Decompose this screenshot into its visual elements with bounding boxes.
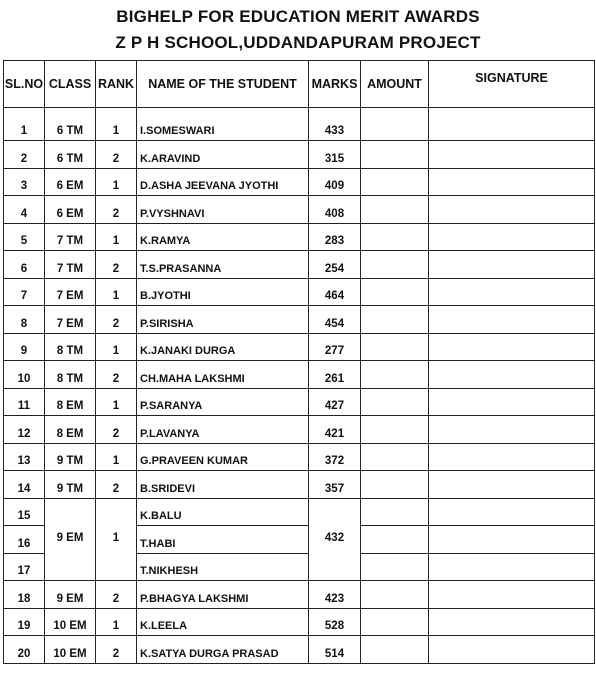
row-class: 7 EM <box>45 306 96 334</box>
row-student-name: P.SIRISHA <box>137 306 309 334</box>
row-rank: 1 <box>96 443 137 471</box>
row-student-name: K.ARAVIND <box>137 141 309 169</box>
row-amount-cell <box>361 471 429 499</box>
table-row <box>4 636 595 664</box>
col-header-slno: SL.NO <box>4 61 45 108</box>
row-slno: 8 <box>4 306 45 334</box>
row-class: 6 EM <box>45 196 96 224</box>
row-signature-cell <box>429 553 595 581</box>
table-row <box>4 306 595 334</box>
row-class: 8 EM <box>45 416 96 444</box>
row-marks: 261 <box>309 361 361 389</box>
row-signature-cell <box>429 416 595 444</box>
header-row <box>4 61 595 108</box>
row-signature-cell <box>429 196 595 224</box>
row-signature-cell <box>429 333 595 361</box>
row-rank: 1 <box>96 278 137 306</box>
table-row <box>4 581 595 609</box>
table-row <box>4 416 595 444</box>
table-row <box>4 608 595 636</box>
row-amount-cell <box>361 306 429 334</box>
row-slno: 7 <box>4 278 45 306</box>
row-amount-cell <box>361 223 429 251</box>
row-marks: 409 <box>309 168 361 196</box>
col-header-amount: AMOUNT <box>361 61 429 108</box>
row-slno: 17 <box>4 553 45 581</box>
row-rank: 1 <box>96 498 137 581</box>
row-rank: 1 <box>96 223 137 251</box>
table-row <box>4 108 595 141</box>
row-rank: 2 <box>96 251 137 279</box>
table-row <box>4 168 595 196</box>
row-rank: 1 <box>96 168 137 196</box>
col-header-class: CLASS <box>45 61 96 108</box>
col-header-name: NAME OF THE STUDENT <box>137 61 309 108</box>
row-signature-cell <box>429 581 595 609</box>
row-slno: 14 <box>4 471 45 499</box>
sheet-title: BIGHELP FOR EDUCATION MERIT AWARDS <box>116 7 480 26</box>
row-amount-cell <box>361 526 429 554</box>
awards-table <box>3 60 595 664</box>
row-student-name: K.BALU <box>137 498 309 526</box>
row-amount-cell <box>361 141 429 169</box>
row-marks: 421 <box>309 416 361 444</box>
row-marks: 283 <box>309 223 361 251</box>
row-rank: 2 <box>96 581 137 609</box>
table-row <box>4 498 595 526</box>
row-slno: 20 <box>4 636 45 664</box>
row-student-name: T.NIKHESH <box>137 553 309 581</box>
row-amount-cell <box>361 498 429 526</box>
table-row <box>4 278 595 306</box>
row-slno: 6 <box>4 251 45 279</box>
row-marks: 357 <box>309 471 361 499</box>
col-header-marks: MARKS <box>309 61 361 108</box>
row-amount-cell <box>361 333 429 361</box>
row-class: 7 TM <box>45 223 96 251</box>
row-slno: 16 <box>4 526 45 554</box>
row-class: 9 EM <box>45 581 96 609</box>
row-student-name: P.BHAGYA LAKSHMI <box>137 581 309 609</box>
row-slno: 9 <box>4 333 45 361</box>
row-rank: 1 <box>96 108 137 141</box>
row-signature-cell <box>429 608 595 636</box>
row-rank: 1 <box>96 608 137 636</box>
row-signature-cell <box>429 306 595 334</box>
row-marks: 514 <box>309 636 361 664</box>
row-class: 7 EM <box>45 278 96 306</box>
row-amount-cell <box>361 581 429 609</box>
row-marks: 277 <box>309 333 361 361</box>
row-slno: 1 <box>4 108 45 141</box>
row-signature-cell <box>429 471 595 499</box>
row-signature-cell <box>429 141 595 169</box>
table-row <box>4 388 595 416</box>
row-class: 10 EM <box>45 636 96 664</box>
row-slno: 19 <box>4 608 45 636</box>
row-student-name: B.JYOTHI <box>137 278 309 306</box>
row-amount-cell <box>361 168 429 196</box>
table-row <box>4 361 595 389</box>
row-amount-cell <box>361 608 429 636</box>
row-rank: 2 <box>96 141 137 169</box>
row-rank: 2 <box>96 471 137 499</box>
row-marks: 528 <box>309 608 361 636</box>
row-amount-cell <box>361 636 429 664</box>
table-body <box>4 108 595 664</box>
row-marks: 408 <box>309 196 361 224</box>
table-row <box>4 471 595 499</box>
row-marks: 427 <box>309 388 361 416</box>
row-rank: 2 <box>96 196 137 224</box>
row-signature-cell <box>429 636 595 664</box>
row-class: 9 EM <box>45 498 96 581</box>
row-class: 6 TM <box>45 108 96 141</box>
row-student-name: T.HABI <box>137 526 309 554</box>
row-slno: 2 <box>4 141 45 169</box>
row-class: 10 EM <box>45 608 96 636</box>
col-header-signature: SIGNATURE <box>429 61 595 108</box>
row-class: 9 TM <box>45 443 96 471</box>
row-student-name: K.LEELA <box>137 608 309 636</box>
row-signature-cell <box>429 108 595 141</box>
row-student-name: CH.MAHA LAKSHMI <box>137 361 309 389</box>
row-signature-cell <box>429 168 595 196</box>
row-student-name: P.SARANYA <box>137 388 309 416</box>
row-slno: 11 <box>4 388 45 416</box>
row-marks: 315 <box>309 141 361 169</box>
table-row <box>4 141 595 169</box>
row-student-name: P.VYSHNAVI <box>137 196 309 224</box>
row-rank: 1 <box>96 388 137 416</box>
row-rank: 2 <box>96 361 137 389</box>
row-student-name: B.SRIDEVI <box>137 471 309 499</box>
row-slno: 5 <box>4 223 45 251</box>
row-class: 9 TM <box>45 471 96 499</box>
table-row <box>4 443 595 471</box>
row-class: 6 TM <box>45 141 96 169</box>
row-signature-cell <box>429 223 595 251</box>
row-signature-cell <box>429 361 595 389</box>
row-marks: 432 <box>309 498 361 581</box>
row-amount-cell <box>361 553 429 581</box>
sheet-subtitle: Z P H SCHOOL,UDDANDAPURAM PROJECT <box>115 33 481 52</box>
row-marks: 454 <box>309 306 361 334</box>
row-slno: 4 <box>4 196 45 224</box>
row-rank: 2 <box>96 416 137 444</box>
row-amount-cell <box>361 278 429 306</box>
row-student-name: P.LAVANYA <box>137 416 309 444</box>
row-signature-cell <box>429 443 595 471</box>
row-amount-cell <box>361 416 429 444</box>
row-amount-cell <box>361 108 429 141</box>
row-signature-cell <box>429 278 595 306</box>
row-slno: 3 <box>4 168 45 196</box>
row-marks: 254 <box>309 251 361 279</box>
row-rank: 2 <box>96 636 137 664</box>
row-amount-cell <box>361 388 429 416</box>
row-signature-cell <box>429 526 595 554</box>
row-slno: 13 <box>4 443 45 471</box>
row-signature-cell <box>429 498 595 526</box>
table-row <box>4 223 595 251</box>
row-class: 8 TM <box>45 361 96 389</box>
row-amount-cell <box>361 443 429 471</box>
table-row <box>4 333 595 361</box>
row-student-name: G.PRAVEEN KUMAR <box>137 443 309 471</box>
row-signature-cell <box>429 388 595 416</box>
table-row <box>4 196 595 224</box>
row-slno: 10 <box>4 361 45 389</box>
row-class: 7 TM <box>45 251 96 279</box>
row-rank: 1 <box>96 333 137 361</box>
row-signature-cell <box>429 251 595 279</box>
row-marks: 372 <box>309 443 361 471</box>
row-student-name: T.S.PRASANNA <box>137 251 309 279</box>
row-student-name: D.ASHA JEEVANA JYOTHI <box>137 168 309 196</box>
row-marks: 433 <box>309 108 361 141</box>
row-slno: 18 <box>4 581 45 609</box>
row-rank: 2 <box>96 306 137 334</box>
row-class: 8 TM <box>45 333 96 361</box>
row-class: 8 EM <box>45 388 96 416</box>
row-amount-cell <box>361 196 429 224</box>
row-student-name: K.JANAKI DURGA <box>137 333 309 361</box>
row-slno: 15 <box>4 498 45 526</box>
row-marks: 464 <box>309 278 361 306</box>
row-amount-cell <box>361 361 429 389</box>
row-amount-cell <box>361 251 429 279</box>
row-slno: 12 <box>4 416 45 444</box>
row-student-name: K.SATYA DURGA PRASAD <box>137 636 309 664</box>
table-row <box>4 251 595 279</box>
row-student-name: K.RAMYA <box>137 223 309 251</box>
row-class: 6 EM <box>45 168 96 196</box>
row-student-name: I.SOMESWARI <box>137 108 309 141</box>
col-header-rank: RANK <box>96 61 137 108</box>
row-marks: 423 <box>309 581 361 609</box>
